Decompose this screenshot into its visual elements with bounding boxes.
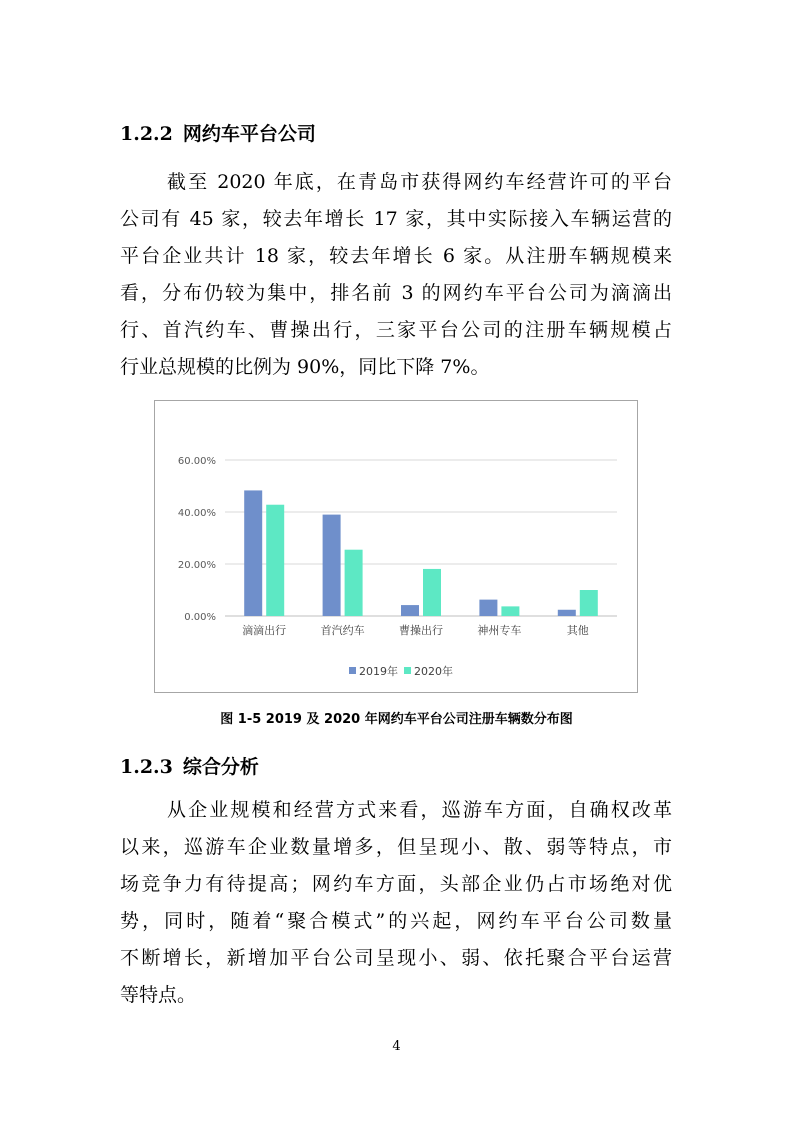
y-tick-label: 60.00%: [177, 456, 216, 467]
paragraph-line: 不断增长，新增加平台公司呈现小、弱、依托聚合平台运营: [120, 947, 672, 969]
bar-2019: [558, 610, 576, 616]
legend-swatch: [404, 667, 411, 674]
chart-canvas: [155, 401, 639, 694]
legend-swatch: [349, 667, 356, 674]
bar-chart: [154, 400, 638, 693]
bar-2020: [266, 505, 284, 616]
paragraph-line: 从企业规模和经营方式来看，巡游车方面，自确权改革: [167, 799, 672, 821]
x-tick-label: 神州专车: [477, 624, 522, 637]
paragraph-line: 以来，巡游车企业数量增多，但呈现小、散、弱等特点，市: [120, 836, 672, 858]
section-title: 综合分析: [182, 756, 259, 778]
x-tick-label: 首汽约车: [320, 624, 365, 637]
section-number: 1.2.3: [120, 756, 173, 778]
bar-2019: [323, 515, 341, 616]
y-tick-label: 20.00%: [177, 560, 216, 571]
paragraph-line: 平台企业共计 18 家，较去年增长 6 家。从注册车辆规模来: [120, 245, 672, 267]
paragraph-line: 行、首汽约车、曹操出行，三家平台公司的注册车辆规模占: [120, 319, 672, 341]
x-tick-label: 曹操出行: [399, 624, 443, 637]
bar-2020: [345, 550, 363, 616]
page-number: 4: [392, 1039, 401, 1054]
figure-caption: 图 1-5 2019 及 2020 年网约车平台公司注册车辆数分布图: [220, 712, 573, 727]
paragraph-line: 行业总规模的比例为 90%，同比下降 7%。: [120, 356, 490, 378]
legend-label: 2019年: [359, 665, 398, 678]
paragraph-line: 场竞争力有待提高；网约车方面，头部企业仍占市场绝对优: [120, 873, 672, 895]
bar-2019: [244, 490, 262, 616]
legend-label: 2020年: [414, 665, 453, 678]
paragraph-line: 截至 2020 年底，在青岛市获得网约车经营许可的平台: [167, 171, 672, 193]
bar-2020: [580, 590, 598, 616]
section-title: 网约车平台公司: [182, 123, 316, 145]
x-tick-label: 其他: [566, 624, 589, 637]
y-tick-label: 40.00%: [177, 508, 216, 519]
bar-2020: [423, 569, 441, 616]
section-number: 1.2.2: [120, 123, 173, 145]
y-tick-label: 0.00%: [184, 612, 216, 623]
paragraph-line: 等特点。: [120, 984, 197, 1006]
paragraph-line: 公司有 45 家，较去年增长 17 家，其中实际接入车辆运营的: [120, 208, 672, 230]
bar-2019: [479, 600, 497, 616]
bar-2020: [501, 606, 519, 616]
bar-2019: [401, 605, 419, 616]
section-heading-1-2-2: [120, 119, 316, 146]
section-heading-1-2-3: [120, 752, 259, 779]
x-tick-label: 滴滴出行: [242, 624, 287, 637]
paragraph-line: 看，分布仍较为集中，排名前 3 的网约车平台公司为滴滴出: [120, 282, 672, 304]
paragraph-line: 势，同时，随着“聚合模式”的兴起，网约车平台公司数量: [120, 910, 672, 932]
